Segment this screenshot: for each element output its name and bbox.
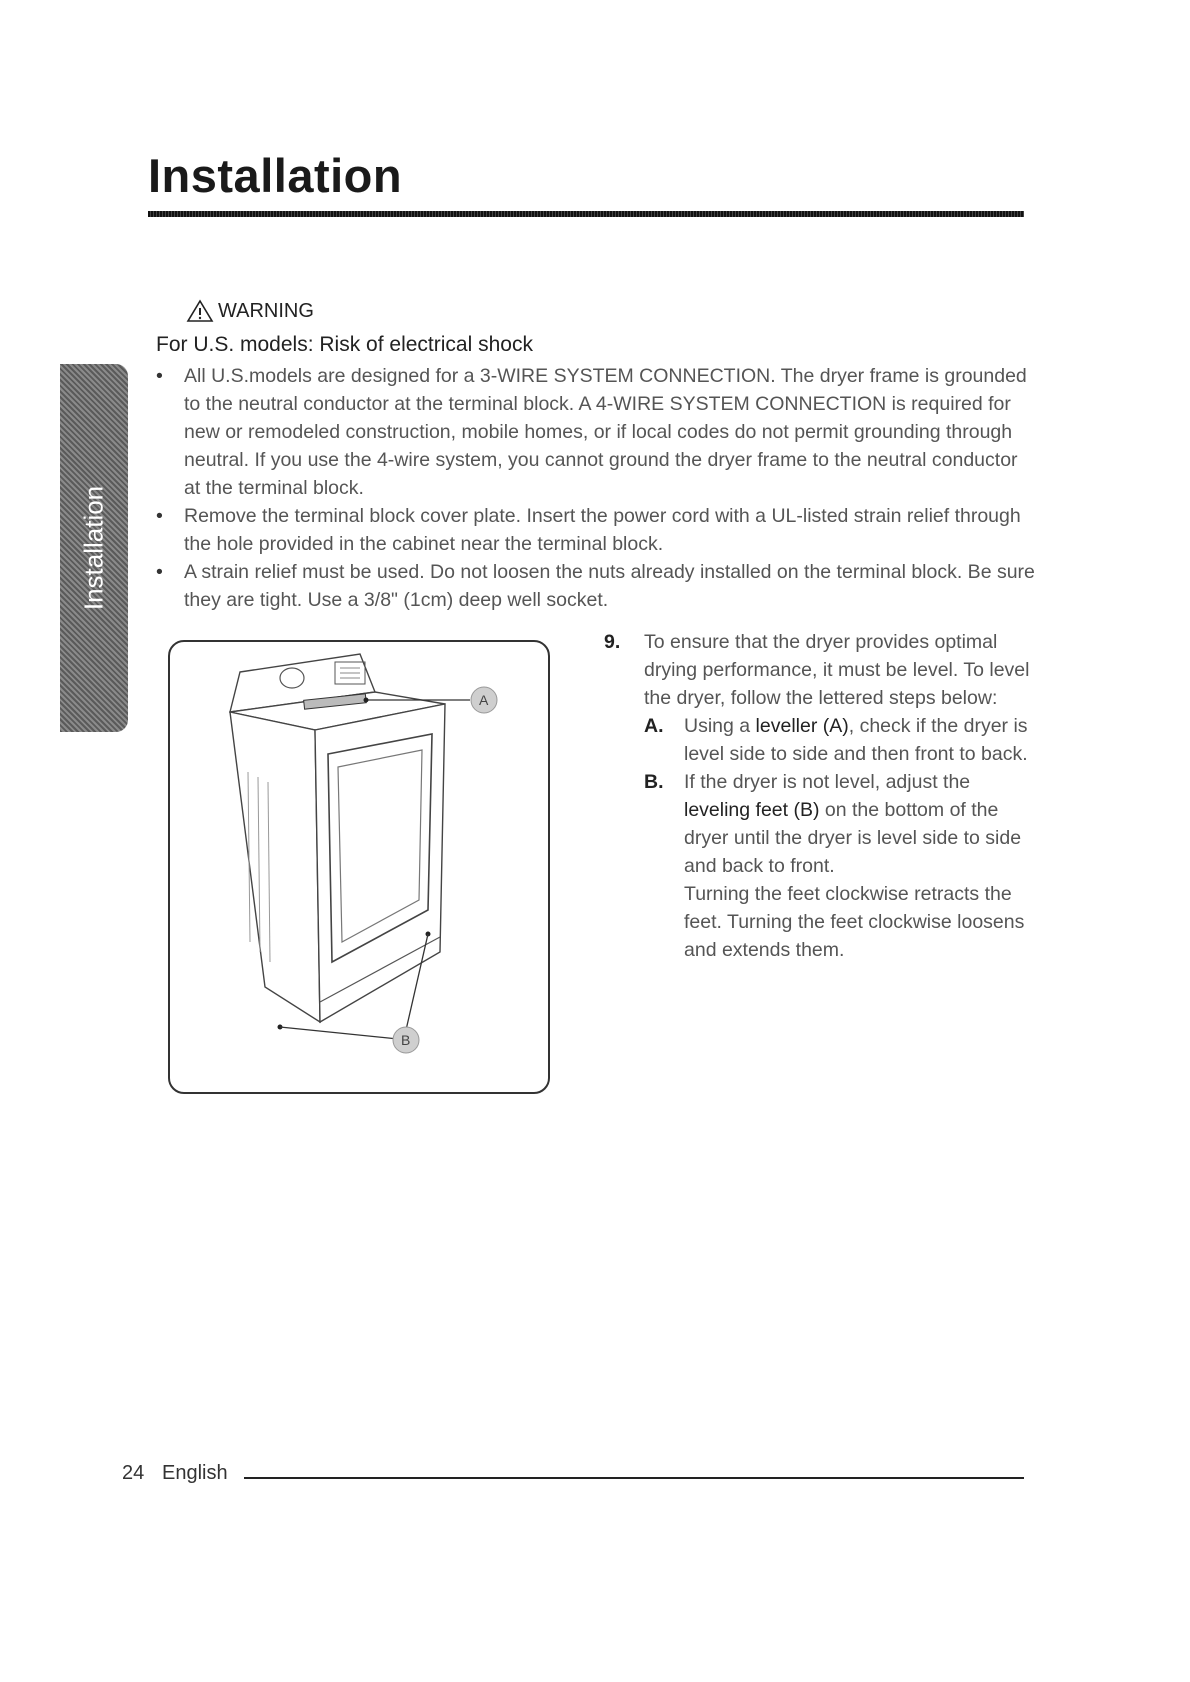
step-9-text: To ensure that the dryer provides optimal drying performance, it must be level. To level the dryer, follow the lettered steps below: <box>644 631 1030 709</box>
sub-step-b-pre: If the dryer is not level, adjust the <box>684 771 971 793</box>
bullet-text: All U.S.models are designed for a 3-WIRE SYSTEM CONNECTION. The dryer frame is grounded to the neutral conductor at the terminal block. A 4-WIRE SYSTEM CONNECTION is required for new or remodeled construction, mobile homes, or if local codes do not permit grounding through neutral. If you use the 4-wire system, you cannot ground the dryer frame to the neutral conductor at the terminal block. <box>184 365 1027 499</box>
bullet-text: A strain relief must be used. Do not loosen the nuts already installed on the terminal block. Be sure they are tight. Use a 3/8" (1cm) deep well socket. <box>184 561 1035 611</box>
footer-divider <box>244 1477 1024 1479</box>
warning-heading <box>186 299 314 323</box>
bullet-icon: • <box>156 505 163 527</box>
callout-a-label: A <box>479 692 489 708</box>
leveller-term: leveller (A) <box>755 715 849 737</box>
sub-step-b-letter: B. <box>644 771 664 793</box>
sub-step-a-letter: A. <box>644 715 664 737</box>
bullet-text: Remove the terminal block cover plate. Insert the power cord with a UL-listed strain relief through the hole provided in the cabinet near the terminal block. <box>184 505 1021 555</box>
section-side-tab <box>60 364 128 732</box>
sub-step-b-post: on the bottom of the dryer until the dryer is level side to side and back to front. <box>684 799 1022 877</box>
bullet-icon: • <box>156 365 163 387</box>
title-divider <box>148 211 1024 217</box>
feet-turning-note: Turning the feet clockwise retracts the feet. Turning the feet clockwise loosens and extends them. <box>684 883 1025 961</box>
warning-label: WARNING <box>218 299 314 322</box>
sub-step-a-post: , check if the dryer is level side to side and then front to back. <box>684 715 1028 765</box>
side-tab-label: Installation <box>78 485 109 611</box>
step-9 <box>604 628 1034 712</box>
leveling-feet-term: leveling feet (B) <box>684 799 820 821</box>
footer-language: English <box>162 1462 228 1484</box>
step-9-block <box>604 628 1034 964</box>
page-title: Installation <box>148 149 403 202</box>
page-number: 24 <box>122 1462 145 1484</box>
dryer-illustration <box>170 642 548 1092</box>
dryer-illustration-frame <box>168 640 550 1094</box>
sub-step-a <box>644 712 1034 768</box>
list-item <box>156 502 1036 558</box>
callout-b-label: B <box>401 1032 411 1048</box>
bullet-icon: • <box>156 561 163 583</box>
step-number: 9. <box>604 631 621 653</box>
warning-subheading: For U.S. models: Risk of electrical shock <box>156 333 533 356</box>
list-item <box>156 362 1036 502</box>
warning-triangle-icon <box>186 299 214 323</box>
sub-step-a-pre: Using a <box>684 715 756 737</box>
list-item <box>156 558 1036 614</box>
warning-bullet-list <box>156 362 1036 614</box>
sub-step-b <box>644 768 1034 880</box>
